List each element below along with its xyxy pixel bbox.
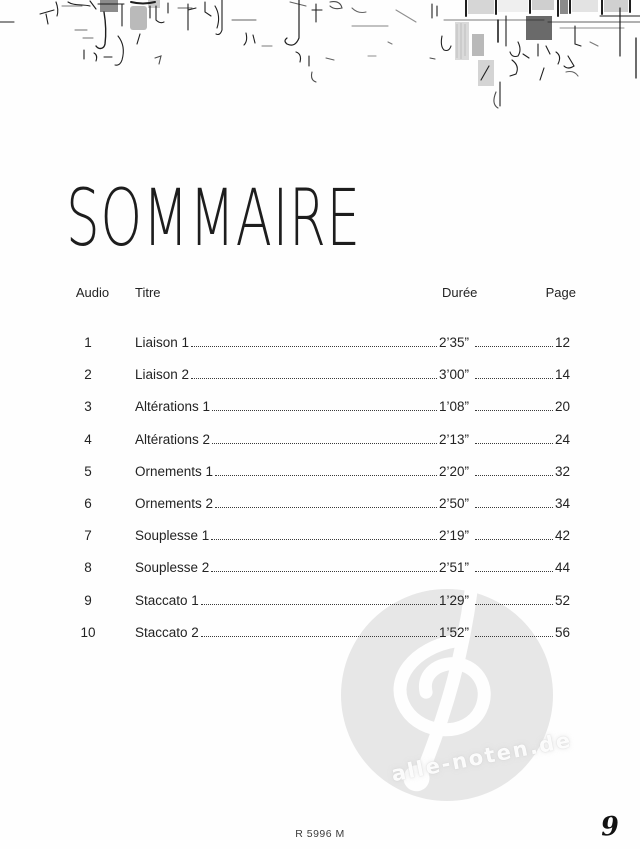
- dot-leader: [211, 568, 437, 572]
- duration: 2’20”: [438, 463, 469, 479]
- page-ref: 56: [554, 624, 570, 640]
- audio-number: 6: [84, 495, 92, 511]
- audio-number: 3: [84, 399, 92, 415]
- dot-leader: [211, 536, 437, 540]
- dot-leader: [475, 504, 553, 508]
- dot-leader: [201, 601, 437, 605]
- toc-row: [58, 424, 570, 456]
- page-number: 9: [600, 811, 620, 843]
- toc-row: [58, 327, 570, 359]
- dot-leader: [475, 568, 553, 572]
- toc-row: [58, 391, 570, 423]
- toc-rows: [58, 327, 570, 649]
- page-ref: 44: [554, 560, 570, 576]
- track-title: Ornements 1: [135, 463, 214, 479]
- page-ref: 34: [554, 495, 570, 511]
- toc-row: [58, 488, 570, 520]
- page-ref: 24: [554, 431, 570, 447]
- col-header-page: Page: [545, 285, 576, 300]
- dot-leader: [475, 633, 553, 637]
- track-title: Altérations 2: [135, 431, 211, 447]
- audio-number: 4: [84, 431, 92, 447]
- dot-leader: [475, 375, 553, 379]
- dot-leader: [475, 536, 553, 540]
- plate-number: R 5996 M: [295, 828, 345, 840]
- toc-row: [58, 585, 570, 617]
- dot-leader: [191, 343, 437, 347]
- duration: 2’13”: [438, 431, 469, 447]
- track-title: Liaison 2: [135, 367, 190, 383]
- col-header-titre: Titre: [135, 285, 161, 300]
- page-ref: 42: [554, 528, 570, 544]
- audio-number: 7: [84, 528, 92, 544]
- header-sketch-artwork: [0, 0, 640, 125]
- dot-leader: [475, 472, 553, 476]
- dot-leader: [191, 375, 437, 379]
- dot-leader: [201, 633, 437, 637]
- duration: 1’52”: [438, 624, 469, 640]
- toc-header: [58, 285, 576, 301]
- dot-leader: [215, 472, 437, 476]
- toc-row: [58, 552, 570, 584]
- page-ref: 52: [554, 592, 570, 608]
- track-title: Ornements 2: [135, 495, 214, 511]
- toc-row: [58, 456, 570, 488]
- dot-leader: [475, 343, 553, 347]
- dot-leader: [215, 504, 437, 508]
- page-ref: 14: [554, 367, 570, 383]
- duration: 2’35”: [438, 335, 469, 350]
- duration: 3’00”: [438, 367, 469, 383]
- dot-leader: [475, 601, 553, 605]
- duration: 2’50”: [438, 495, 469, 511]
- track-title: Altérations 1: [135, 399, 211, 415]
- duration: 1’29”: [438, 592, 469, 608]
- duration: 2’19”: [438, 528, 469, 544]
- col-header-duree: Durée: [442, 285, 478, 300]
- toc-table: [58, 285, 576, 649]
- page-ref: 12: [554, 335, 570, 350]
- dot-leader: [475, 407, 553, 411]
- track-title: Souplesse 1: [135, 528, 210, 544]
- track-title: Staccato 1: [135, 592, 199, 608]
- audio-number: 1: [84, 335, 92, 350]
- audio-number: 10: [80, 624, 96, 640]
- track-title: Liaison 1: [135, 335, 190, 350]
- dot-leader: [212, 440, 437, 444]
- page-ref: 32: [554, 463, 570, 479]
- page-title: SOMMAIRE: [66, 174, 361, 264]
- track-title: Staccato 2: [135, 624, 199, 640]
- dot-leader: [475, 440, 553, 444]
- toc-row: [58, 359, 570, 391]
- duration: 1’08”: [438, 399, 469, 415]
- audio-number: 5: [84, 463, 92, 479]
- page-ref: 20: [554, 399, 570, 415]
- toc-row: [58, 617, 570, 649]
- dot-leader: [212, 407, 437, 411]
- toc-row: [58, 520, 570, 552]
- track-title: Souplesse 2: [135, 560, 210, 576]
- audio-number: 9: [84, 592, 92, 608]
- col-header-audio: Audio: [75, 285, 110, 300]
- duration: 2’51”: [438, 560, 469, 576]
- audio-number: 8: [84, 560, 92, 576]
- audio-number: 2: [84, 367, 92, 383]
- watermark-text: alle-noten.de: [389, 727, 574, 787]
